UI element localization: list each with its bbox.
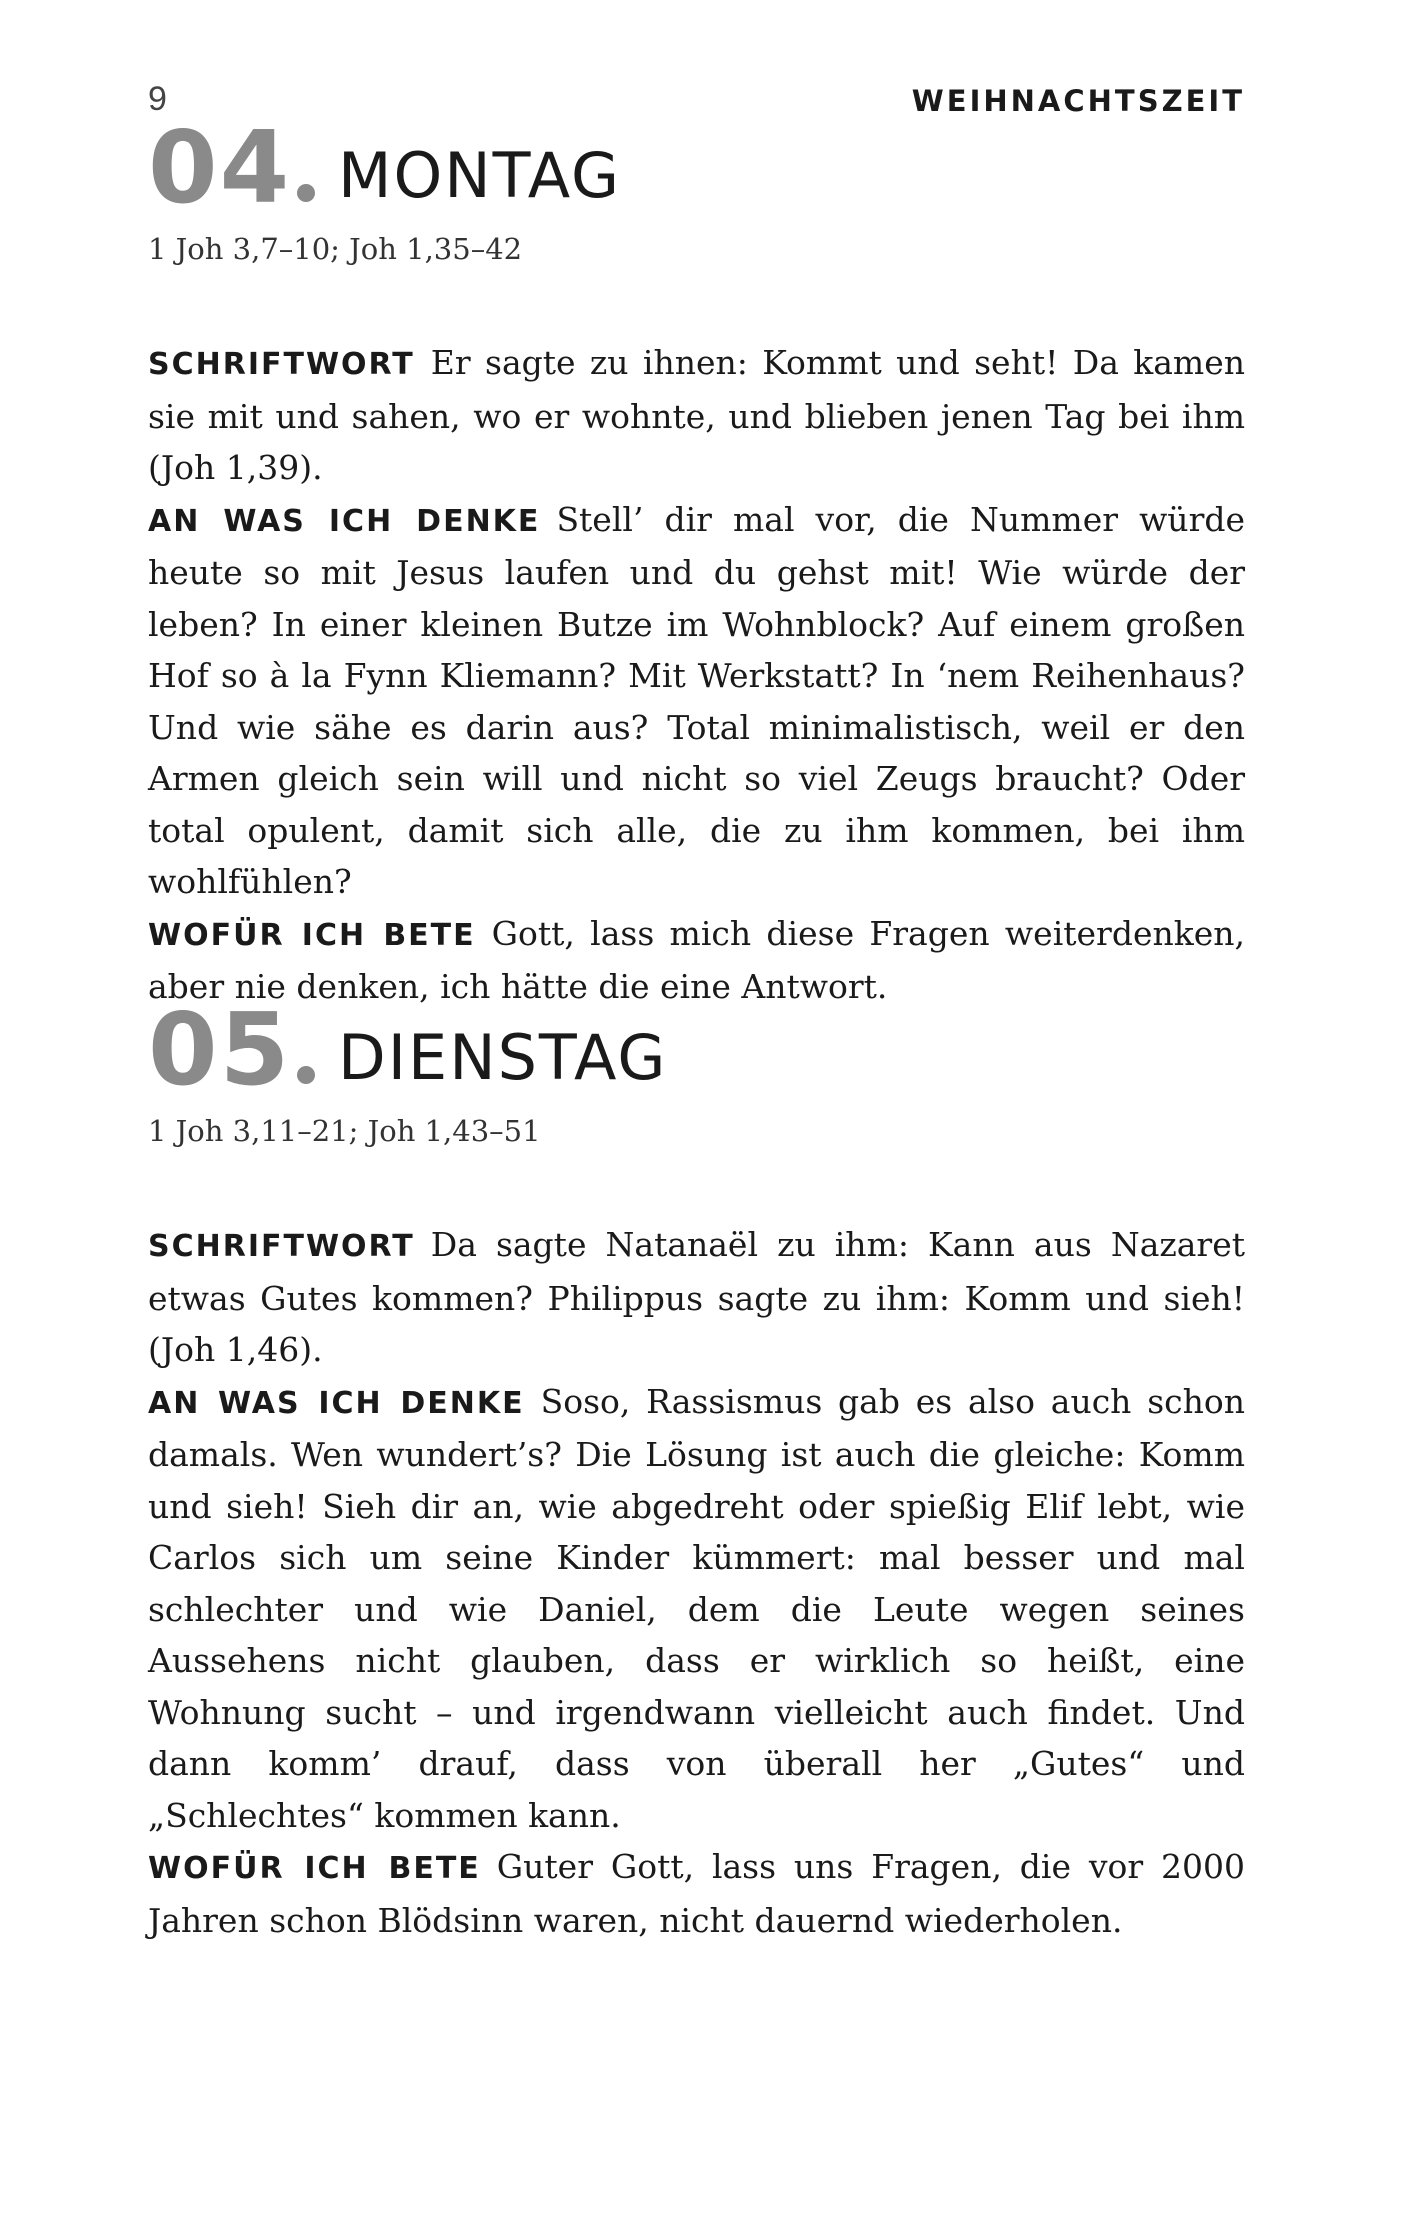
prayer-text: Gott, lass mich diese Fragen weiterdenken, aber nie denken, ich hätte die eine Antwort. — [148, 913, 1245, 1006]
thoughts-label: AN WAS ICH DENKE — [148, 1385, 525, 1421]
dot-icon — [297, 1066, 315, 1084]
scripture-label: SCHRIFTWORT — [148, 1229, 415, 1264]
page-number: 9 — [148, 80, 167, 118]
thoughts-text: Soso, Rassismus gab es also auch schon damals. Wen wundert’s? Die Lösung ist auch die gleiche: Komm und sieh! Sieh dir an, wie abgedreht oder spießig Elif lebt, wie Carlos sich um seine Kinder kümmert: mal besser und mal schlechter und wie Daniel, dem die Leute wegen seines Aussehens nicht glauben, dass er wirklich so heißt, eine Wohnung sucht – und irgendwann vielleicht auch findet. Und dann komm’ drauf, dass von überall her „Gutes“ und „Schlechtes“ kommen kann. — [148, 1381, 1245, 1835]
day-number: 04 — [148, 118, 315, 218]
scripture-label: SCHRIFTWORT — [148, 347, 415, 382]
entry-tuesday — [148, 991, 1246, 1946]
dot-icon — [297, 184, 315, 202]
day-name: DIENSTAG — [338, 1021, 668, 1094]
entry-heading — [148, 109, 1245, 228]
running-head: WEIHNACHTSZEIT — [911, 84, 1245, 118]
thoughts-paragraph — [148, 1376, 1245, 1842]
prayer-label: WOFÜR ICH BETE — [148, 1851, 481, 1886]
entry-heading — [148, 991, 1245, 1110]
scripture-paragraph — [148, 1219, 1245, 1376]
scripture-text: Da sagte Natanaël zu ihm: Kann aus Nazaret etwas Gutes kommen? Philippus sagte zu ihm: Komm und sieh! (Joh 1,46). — [148, 1225, 1245, 1369]
scripture-paragraph — [148, 337, 1245, 494]
entry-body — [148, 337, 1245, 1013]
prayer-text: Guter Gott, lass uns Fragen, die vor 2000 Jahren schon Blödsinn waren, nicht dauernd wiederholen. — [148, 1847, 1246, 1940]
thoughts-text: Stell’ dir mal vor, die Nummer würde heute so mit Jesus laufen und du gehst mit! Wie würde der leben? In einer kleinen Butze im Wohnblock? Auf einem großen Hof so à la Fynn Kliemann? Mit Werkstatt? In ‘nem Reihenhaus? Und wie sähe es darin aus? Total minimalistisch, weil er den Armen gleich sein will und nicht so viel Zeugs braucht? Oder total opulent, damit sich alle, die zu ihm kommen, bei ihm wohlfühlen? — [148, 499, 1245, 901]
scripture-text: Er sagte zu ihnen: Kommt und seht! Da kamen sie mit und sahen, wo er wohnte, und blieben jenen Tag bei ihm (Joh 1,39). — [148, 343, 1245, 487]
thoughts-label: AN WAS ICH DENKE — [148, 503, 541, 539]
prayer-label: WOFÜR ICH BETE — [148, 917, 476, 953]
day-name: MONTAG — [338, 139, 622, 212]
reading-references: 1 Joh 3,7–10; Joh 1,35–42 — [148, 232, 523, 266]
day-number: 05 — [148, 1000, 315, 1100]
prayer-paragraph — [148, 1841, 1245, 1946]
entry-monday — [148, 109, 1245, 1013]
thoughts-paragraph — [148, 494, 1245, 908]
prayer-paragraph — [148, 908, 1245, 1013]
reading-references: 1 Joh 3,11–21; Joh 1,43–51 — [148, 1114, 541, 1148]
entry-body — [148, 1219, 1245, 1946]
